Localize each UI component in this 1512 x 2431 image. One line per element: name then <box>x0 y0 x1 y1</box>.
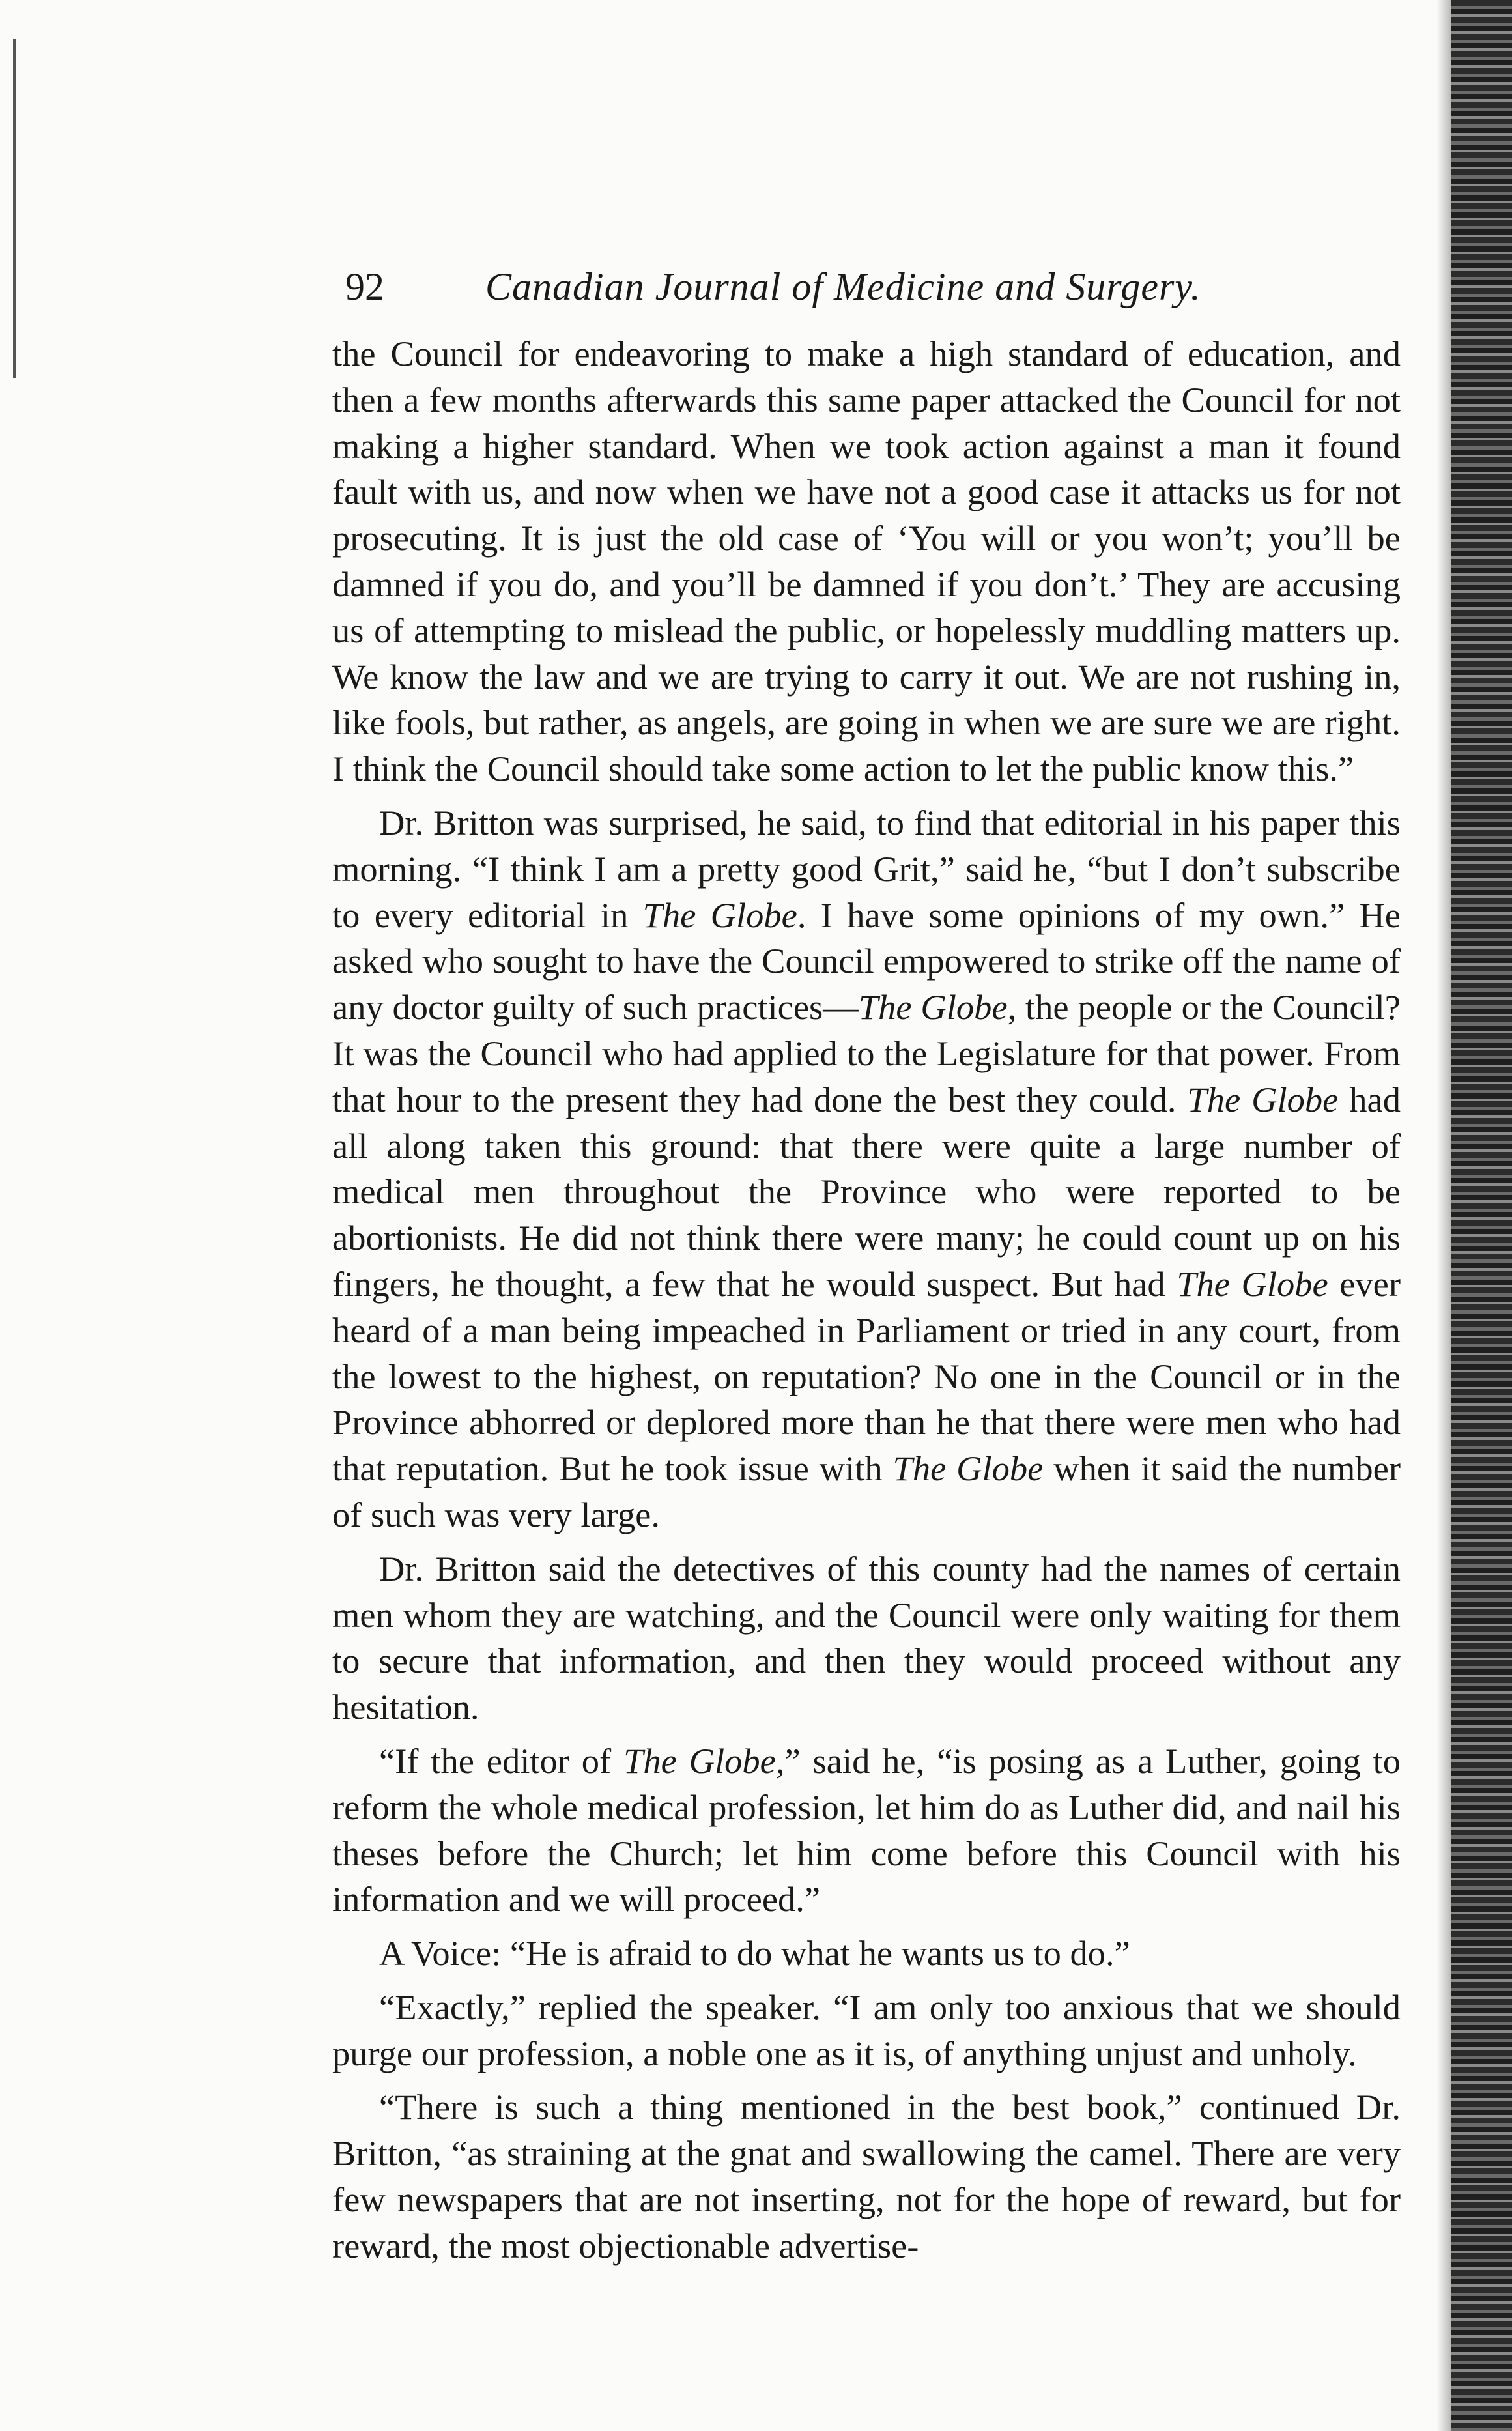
text-run: “There is such a thing mentioned in the best book,” continued Dr. Britton, “as straining at the gnat and swallowing the camel. There are very few newspapers that are not inserting, not for the hope of reward, but for reward, the most objectionable advertise- <box>332 2087 1401 2266</box>
running-header <box>345 257 1401 316</box>
text-run: “If the editor of <box>379 1740 624 1781</box>
text-run: “Exactly,” replied the speaker. “I am only too anxious that we should purge our profession, a noble one as it is, of anything unjust and unholy. <box>332 1987 1401 2073</box>
paragraph <box>332 331 1401 792</box>
binding-shadow <box>1436 0 1451 2431</box>
text-run: Dr. Britton said the detectives of this county had the names of certain men whom they are watching, and the Council were only waiting for them to secure that information, and then they would proceed without any hesitation. <box>332 1548 1401 1727</box>
paragraph <box>332 800 1401 1538</box>
paragraph <box>332 2084 1401 2269</box>
italic-title: The Globe <box>892 1448 1044 1489</box>
running-title: Canadian Journal of Medicine and Surgery. <box>485 265 1201 308</box>
text-run: ever heard of a man being impeached in Parliament or tried in any court, from the lowest to the highest, on reputation? No one in the Council or in the Province abhorred or deplored more than he that there were men who had that reputation. But he took issue with <box>332 1263 1401 1489</box>
italic-title: The Globe <box>858 987 1008 1028</box>
italic-title: The Globe <box>1187 1079 1339 1119</box>
text-run: ,” said he, “is posing as a Luther, going to reform the whole medical profession, let him do as Luther did, and nail his theses before the Church; let him come before this Council with his information and we will proceed.” <box>332 1740 1401 1920</box>
text-run: A Voice: “He is afraid to do what he wants us to do.” <box>379 1933 1130 1974</box>
italic-title: The Globe <box>1177 1263 1328 1304</box>
paragraph <box>332 1985 1401 2077</box>
scan-margin-line <box>13 39 16 378</box>
text-run: , the people or the Council? It was the Council who had applied to the Legislature for that power. From that hour to the present they had done the best they could. <box>332 987 1401 1119</box>
italic-title: The Globe <box>623 1740 776 1781</box>
text-run: had all along taken this ground: that there were quite a large number of medical men throughout the Province who were reported to be abortionists. He did not think there were many; he could count up on his fingers, he thought, a few that he would suspect. But had <box>332 1079 1401 1304</box>
text-run: Dr. Britton was surprised, he said, to find that editorial in his paper this morning. “I think I am a pretty good Grit,” said he, “but I don’t subscribe to every editorial in <box>332 802 1401 935</box>
paragraph <box>332 1738 1401 1923</box>
page-number: 92 <box>345 265 384 308</box>
text-run: the Council for endeavoring to make a high standard of education, and then a few months afterwards this same paper attacked the Council for not making a higher standard. When we took action against a man it found fault with us, and now when we have not a good case it attacks us for not prosecuting. It is just the old case of ‘You will or you won’t; you’ll be damned if you do, and you’ll be damned if you don’t.’ They are accusing us of attempting to mislead the public, or hopelessly muddling matters up. We know the law and we are trying to carry it out. We are not rushing in, like fools, but rather, as angels, are going in when we are sure we are right. I think the Council should take some action to let the public know this.” <box>332 334 1401 789</box>
text-run: . I have some opinions of my own.” He asked who sought to have the Council empowered to strike off the name of any doctor guilty of such practices— <box>332 895 1401 1028</box>
book-binding-edge <box>1451 0 1512 2431</box>
body-text <box>332 331 1401 2277</box>
text-run: when it said the number of such was very large. <box>332 1448 1401 1534</box>
paragraph <box>332 1546 1401 1731</box>
italic-title: The Globe <box>642 895 797 935</box>
paragraph <box>332 1931 1401 1977</box>
